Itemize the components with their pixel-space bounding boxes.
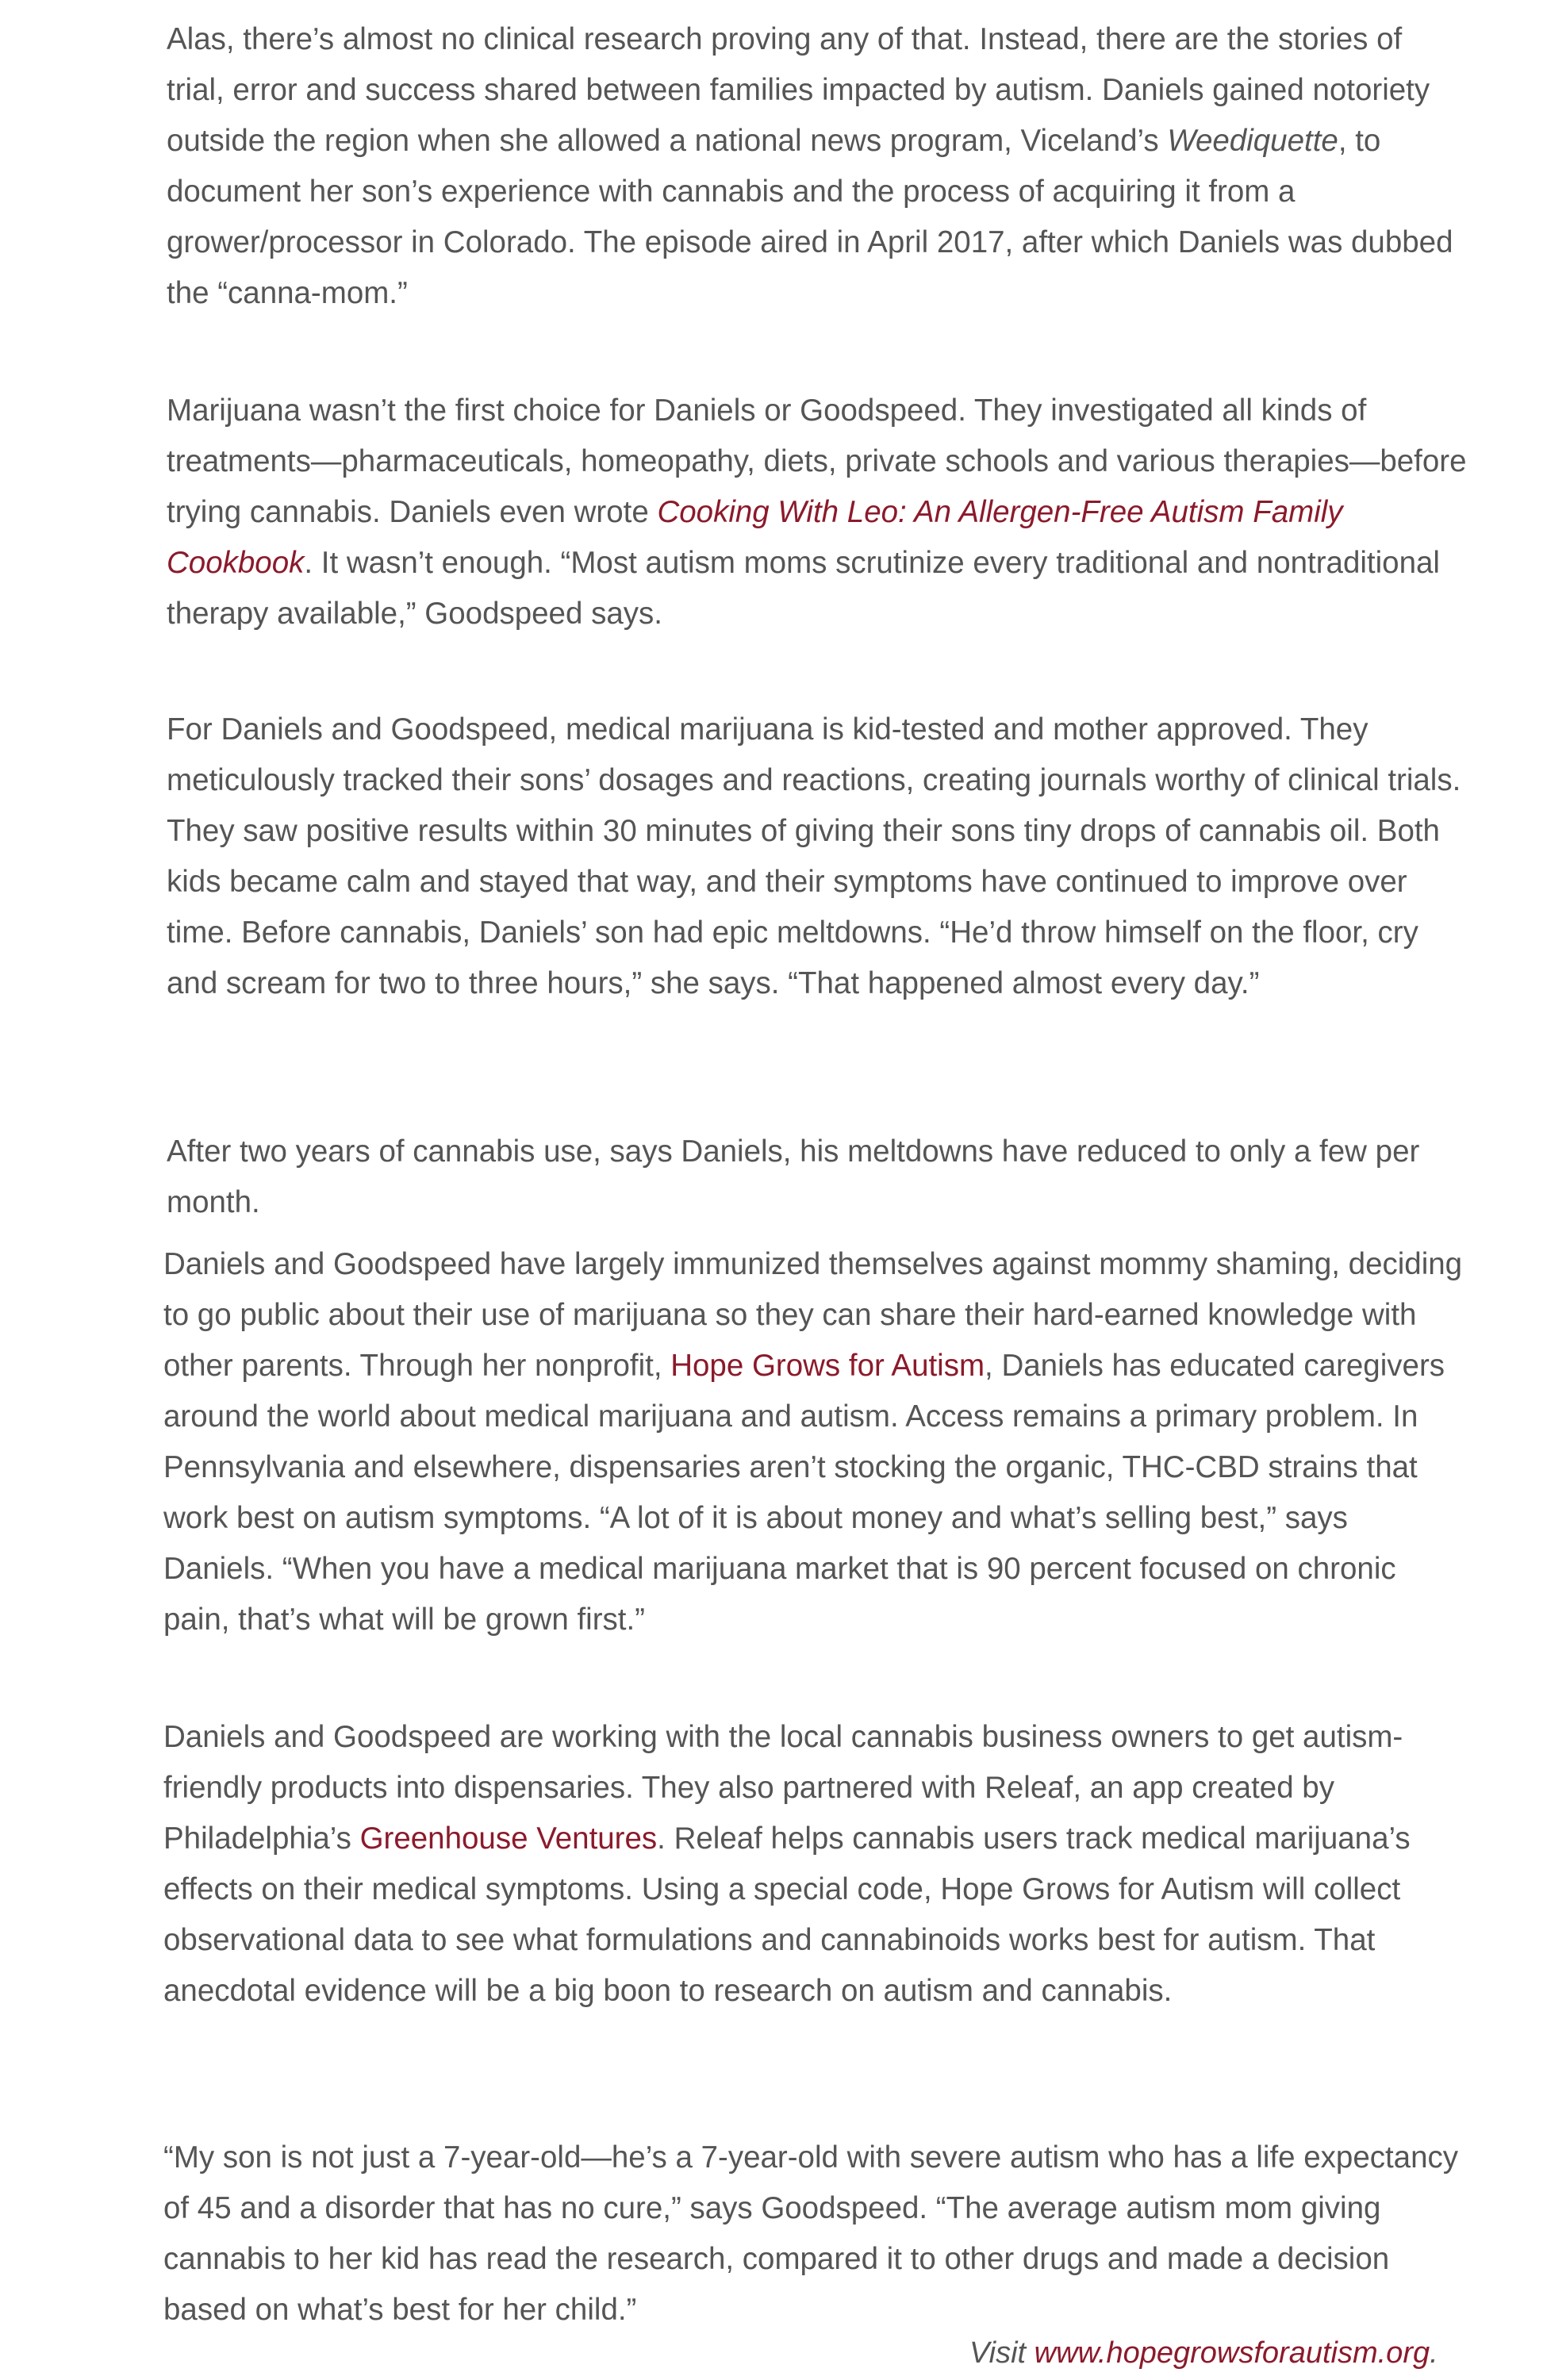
paragraph-4: [167, 1127, 1468, 1228]
visit-period: .: [1430, 2336, 1438, 2370]
greenhouse-ventures-link[interactable]: Greenhouse Ventures: [359, 1821, 658, 1856]
paragraph-3-text: For Daniels and Goodspeed, medical marijuana is kid-tested and mother approved. They meticulously tracked their sons’ dosages and reactions, creating journals worthy of clinical trials. They saw positive results within 30 minutes of giving their sons tiny drops of cannabis oil. Both kids became calm and stayed that way, and their symptoms have continued to improve over time. Before cannabis, Daniels’ son had epic meltdowns. “He’d throw himself on the floor, cry and scream for two to three hours,” she says. “That happened almost every day.”: [167, 712, 1461, 1000]
paragraph-1-text-a: Alas, there’s almost no clinical research proving any of that. Instead, there are the stories of trial, error and success shared between families impacted by autism. Daniels gained notoriety outside the region when she allowed a national news program, Viceland’s: [167, 22, 1430, 158]
paragraph-4-text: After two years of cannabis use, says Daniels, his meltdowns have reduced to only a few per month.: [167, 1134, 1420, 1219]
paragraph-2-text-b: . It wasn’t enough. “Most autism moms scrutinize every traditional and nontraditional therapy available,” Goodspeed says.: [167, 546, 1440, 631]
paragraph-5-text-b: , Daniels has educated caregivers around the world about medical marijuana and autism. Access remains a primary problem. In Pennsylvania and elsewhere, dispensaries aren’t stocking the organic, THC-CBD strains that work best on autism symptoms. “A lot of it is about money and what’s selling best,” says Daniels. “When you have a medical marijuana market that is 90 percent focused on chronic pain, that’s what will be grown first.”: [163, 1349, 1445, 1637]
hope-grows-link[interactable]: Hope Grows for Autism: [670, 1349, 985, 1383]
paragraph-2-text-a: Marijuana wasn’t the first choice for Daniels or Goodspeed. They investigated all kinds of treatments—pharmaceuticals, homeopathy, diets, private schools and various therapies—before trying cannabis. Daniels even wrote: [167, 393, 1467, 529]
paragraph-3: [167, 704, 1468, 1009]
paragraph-1: [167, 14, 1468, 319]
paragraph-2: [167, 386, 1468, 639]
show-title: Weediquette: [1167, 124, 1338, 158]
paragraph-7-text: “My son is not just a 7-year-old—he’s a 7-year-old with severe autism who has a life expectancy of 45 and a disorder that has no cure,” says Goodspeed. “The average autism mom giving cannabis to her kid has read the research, compared it to other drugs and made a decision based on what’s best for her child.”: [163, 2140, 1459, 2327]
paragraph-6: [163, 1712, 1464, 2017]
website-link[interactable]: www.hopegrowsforautism.org: [1034, 2336, 1430, 2370]
paragraph-6-text-a: Daniels and Goodspeed are working with the local cannabis business owners to get autism-friendly products into dispensaries. They also partnered with Releaf, an app created by Philadelphia’s: [163, 1720, 1403, 1856]
paragraph-6-text-b: . Releaf helps cannabis users track medical marijuana’s effects on their medical symptoms. Using a special code, Hope Grows for Autism will collect observational data to see what formulations and cannabinoids works best for autism. That anecdotal evidence will be a big boon to research on autism and cannabis.: [163, 1821, 1411, 2008]
paragraph-1-text-b: , to document her son’s experience with cannabis and the process of acquiring it from a grower/processor in Colorado. The episode aired in April 2017, after which Daniels was dubbed the “canna-mom.”: [167, 124, 1453, 310]
cookbook-link[interactable]: Cooking With Leo: An Allergen-Free Autism Family Cookbook: [167, 495, 1343, 580]
paragraph-5-text-a: Daniels and Goodspeed have largely immunized themselves against mommy shaming, deciding to go public about their use of marijuana so they can share their hard-earned knowledge with other parents. Through her nonprofit,: [163, 1247, 1463, 1383]
visit-footer: [969, 2328, 1438, 2378]
paragraph-7: [163, 2132, 1464, 2336]
visit-label: Visit: [969, 2336, 1035, 2370]
paragraph-5: [163, 1239, 1464, 1645]
